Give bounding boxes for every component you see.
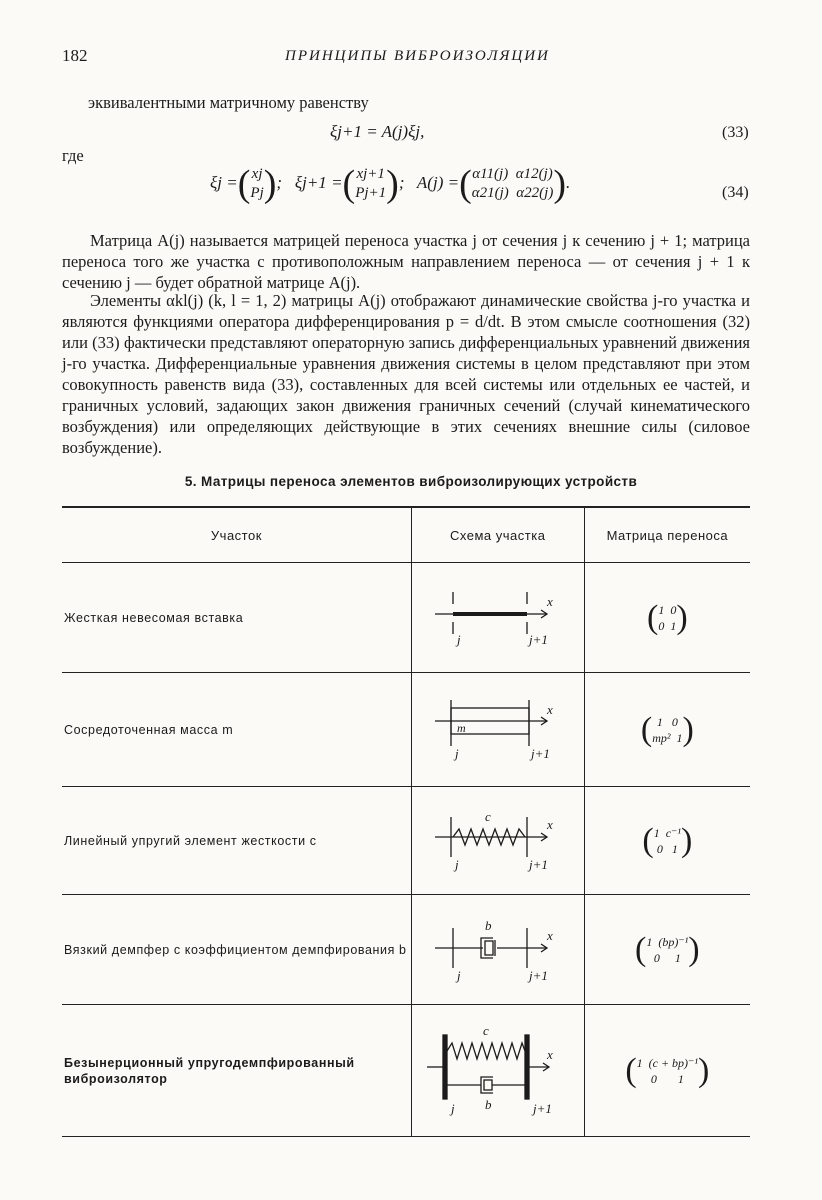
label-c: c [482, 1022, 489, 1038]
transfer-matrix-table [62, 506, 750, 1137]
label-j: j [456, 967, 461, 983]
m11: 1 [653, 825, 660, 840]
row-name: Жесткая невесомая вставка [62, 563, 411, 673]
label-x: x [546, 927, 553, 943]
label-j: j [450, 1100, 455, 1116]
header-section: Участок [62, 507, 411, 563]
equation-33: ξj+1 = A(j)ξj, [330, 122, 425, 141]
header-matrix: Матрица переноса [606, 527, 729, 543]
page-number: 182 [62, 46, 88, 65]
matrix-rigid-insert: (1 0 0 1) [647, 598, 688, 636]
intro-text: эквивалентными матричному равенству [88, 93, 369, 112]
scheme-mass [411, 673, 584, 787]
scheme-isolator [411, 1005, 584, 1137]
label-j1: j+1 [528, 856, 548, 872]
alpha-12: α12(j) [515, 166, 553, 182]
where-word: где [62, 146, 84, 165]
m22: 1 [670, 618, 677, 633]
equation-33-lhs: ξj+1 [330, 122, 362, 141]
alpha-21: α21(j) [471, 185, 509, 201]
table-caption: 5. Матрицы переноса элементов виброизолирующих устройств [184, 474, 638, 489]
label-j1: j+1 [528, 967, 548, 983]
table-row [62, 895, 750, 1005]
m12: (c + bp)⁻¹ [648, 1055, 698, 1070]
equation-34: ξj =(xj Pj); ξj+1 =(xj+1 Pj+1); A(j) =(α11(j) α12(j) α21(j) α22(j)). [210, 163, 571, 205]
matrix-a: A(j) [416, 172, 444, 192]
m12: 0 [670, 602, 677, 617]
row-name: Линейный упругий элемент жесткости c [62, 787, 411, 895]
alpha-11: α11(j) [472, 166, 509, 182]
table-row [62, 787, 750, 895]
label-j1: j+1 [532, 1100, 552, 1116]
label-j1: j+1 [530, 745, 550, 761]
paragraph-2: Элементы αkl(j) (k, l = 1, 2) матрицы A(j) отображают динамические свойства j-го участка и являются функциями оператора дифференцирования p = d/dt. В этом смысле соотношения (32) или (33) фактически представляют операторную запись дифференциальных уравнений движения j-го участка. Дифференциальные уравнения движения системы в целом представляют при этом совокупность равенств вида (33), составленных для всей системы или отдельных ее частей, и граничных условий, задающих закон движения граничных сечений (случай кинематического возбуждения) или определяющих действующие в этих сечениях внешние силы (силовое возбуждение). [62, 291, 750, 457]
row-name: Безынерционный упругодемпфированный виброизолятор [62, 1005, 411, 1137]
label-j: j [454, 856, 459, 872]
xi-j1: ξj+1 [294, 172, 327, 192]
m11: 1 [656, 714, 663, 729]
m21: 0 [656, 841, 663, 856]
matrix-damper: (1 (bp)⁻¹ 0 1 ) [635, 930, 700, 968]
running-head: ПРИНЦИПЫ ВИБРОИЗОЛЯЦИИ [285, 48, 550, 64]
label-c: c [484, 808, 491, 824]
m12: 0 [671, 714, 678, 729]
table-row [62, 673, 750, 787]
label-x: x [546, 1046, 553, 1062]
table-row [62, 1005, 750, 1137]
label-m: m [456, 720, 466, 735]
scheme-damper [411, 895, 584, 1005]
m12: (bp)⁻¹ [658, 934, 689, 949]
label-j: j [456, 631, 461, 647]
p-j: Pj [250, 185, 264, 201]
m12: c⁻¹ [665, 825, 681, 840]
m11: 1 [658, 602, 665, 617]
label-b: b [484, 917, 492, 933]
m22: 1 [671, 841, 678, 856]
m22: 1 [677, 1071, 684, 1086]
m21: 0 [650, 1071, 657, 1086]
header-scheme: Схема участка [411, 507, 584, 563]
x-j: xj [251, 166, 263, 182]
x-j1: xj+1 [356, 166, 385, 182]
paragraph-1: Матрица A(j) называется матрицей переноса участка j от сечения j к сечению j + 1; матрица переноса того же участка с противоположным направлением переноса — от сечения j + 1 к сечению j — будет обратной матрице A(j). [62, 231, 750, 292]
m11: 1 [636, 1055, 643, 1070]
equation-33-rhs: A(j)ξj, [381, 122, 425, 141]
scheme-rigid-insert [411, 563, 584, 673]
row-name: Вязкий демпфер с коэффициентом демпфирования b [62, 895, 411, 1005]
equation-34-number: (34) [722, 184, 749, 201]
matrix-isolator: (1 (c + bp)⁻¹ 0 1 ) [625, 1051, 710, 1089]
table-row [62, 563, 750, 673]
matrix-spring: (1 c⁻¹ 0 1) [642, 821, 693, 859]
label-x: x [546, 816, 553, 832]
equation-33-number: (33) [722, 124, 749, 141]
xi-j: ξj [210, 172, 223, 192]
label-j1: j+1 [528, 631, 548, 647]
scheme-spring [411, 787, 584, 895]
matrix-mass: ( 1 0 mp² 1) [640, 710, 694, 748]
label-x: x [546, 701, 553, 717]
label-j: j [454, 745, 459, 761]
p-j1: Pj+1 [355, 185, 387, 201]
m21: mp² [652, 730, 671, 745]
m11: 1 [646, 934, 653, 949]
m22: 1 [676, 730, 683, 745]
label-b: b [484, 1096, 492, 1112]
m21: 0 [658, 618, 665, 633]
m22: 1 [674, 950, 681, 965]
label-x: x [546, 593, 553, 609]
row-name: Сосредоточенная масса m [62, 673, 411, 787]
m21: 0 [653, 950, 660, 965]
alpha-22: α22(j) [516, 185, 554, 201]
